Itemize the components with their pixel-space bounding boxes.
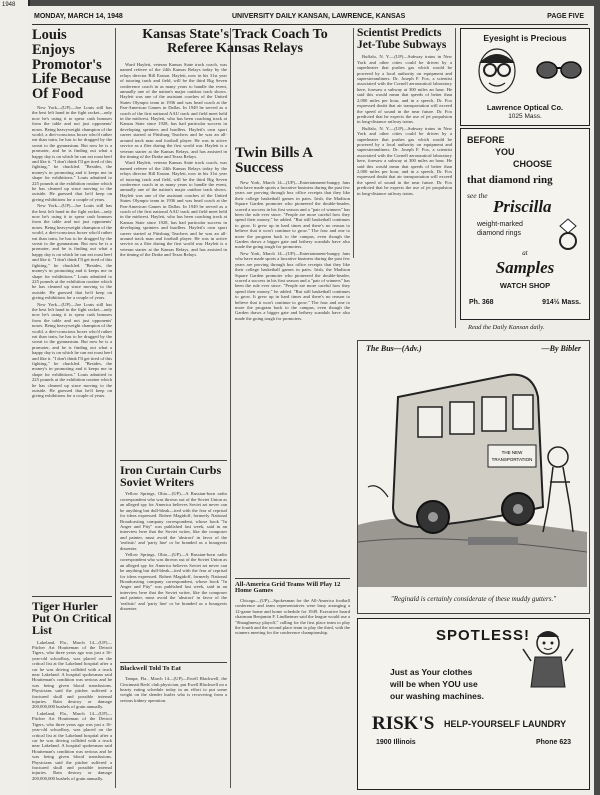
kstate-article-body <box>120 62 227 457</box>
twin-bills-headline: Twin Bills A Success <box>235 146 313 177</box>
column-3 <box>235 146 350 791</box>
priscilla-store-name: Samples <box>495 258 555 277</box>
column-rule <box>455 28 456 328</box>
column-4 <box>357 28 452 238</box>
column-2 <box>120 62 227 792</box>
priscilla-desc-2: diamond rings <box>477 230 521 237</box>
louis-article-text-cont: New York—(UP)—Joe Louis still has the best left hand in the fight racket—only now he's using it to spear cash bonuses from the table and not just opponents' noses. Being heavyweight champion of the world, a diet-conscious boxer who'd rather eat than train, he has to be dragged by the sweat to the gymnasium. But now he is a promoter, and he is finding out what a happy day is on which he can eat roast beef and like it. "I don't think I'll get tired of this fighting," he chuckled. "Besides, the money's in promoting and it keeps me in shape for exhibitions." Louis admitted to 225 pounds at the exhibition routine which he has cleaned up since moving to the outside. He guessed that he'd keep on giving exhibitions for a couple of years. <box>32 203 112 301</box>
tiger-article-text: Lakeland, Fla., March 14—(UP)—Pitcher Art Houtteman of the Detroit Tigers, who three years ago was just a 16-year-old schoolboy, was placed on the critical list at the Lakeland hospital after a car he was driving collided with a truck near Lakeland. A hospital spokesman said Houtteman's condition was serious and he was being given blood transfusions. Physicians said the pitcher suffered a fractured skull and possible internal injuries. Rain destroy or damage 200,000,000 bushels of grain annually. <box>32 639 112 710</box>
risks-tagline: HELP-YOURSELF LAUNDRY <box>444 719 567 729</box>
scientist-article-text: Buffalo, N. Y.—(UP)—Subway trains in New York and other cities could be driven by a superheater that pushes gas which would be powered by a local authority on equipment and superstreamliners. Dr. Joseph F. Fox, a scientist associated with the Cornell aeronautical laboratory here, foresaw a subway at 300 miles an hour. He said this would mean that speeds of better than 2,000 miles per hour, and in a speech, Dr. Fox expressed doubt that air transportation will exceed the speed of sound in the near future. Dr. Fox predicted that he expects the use of jet propulsion in long-distance railway trains. <box>357 54 452 125</box>
previous-page-edge <box>0 0 30 795</box>
priscilla-ad <box>460 128 590 320</box>
man-with-glasses-illustration <box>467 45 527 97</box>
bus-sign-text: THE NEW <box>501 450 523 455</box>
priscilla-you: YOU <box>495 147 515 157</box>
all-america-article-text: Chicago—(UP)—Spokesman for the All-America football conference and team representatives were busy arranging a 12-game home and home schedule for 1949. Executive board chairman Benjamin F. Lindheimer said the league would use a "Shaughnessy playoff," calling for the first place team to play the fourth and the second place team to play the third, with the winners meeting for the conference championship. <box>235 598 350 636</box>
column-1 <box>32 28 112 790</box>
previous-page-year: 1948 <box>2 2 16 8</box>
risks-address: 1900 Illinois <box>376 739 416 746</box>
priscilla-at: at <box>522 249 528 257</box>
tiger-headline: Tiger Hurler Put On Critical List <box>32 598 112 638</box>
risks-laundry-ad <box>357 618 590 790</box>
iron-curtain-article-text-cont: Yellow Springs, Ohio—(UP)—A Russian-born radio correspondent who was thrown out of the Soviet Union as an alleged spy for America believes Soviet art never can be anything but dull-bleak—tied with the fear of reprisal for ideas expressed. Robert Magidoff, formerly National Broadcasting company correspondent, whose book "In Anger and Pity" was published last week, said in an interview here that the Soviet writer, like the composer and painter, must avoid the 'abstract' in favor of the 'realistic' and 'party line' or be branded as a bourgeois dissenter. <box>120 551 227 611</box>
risks-headline: SPOTLESS! <box>436 627 531 644</box>
kstate-headline: Kansas State's Track Coach To Referee Kansas Relays <box>142 28 328 57</box>
eyesight-ad-title: Eyesight is Precious <box>483 33 567 43</box>
priscilla-phone: Ph. 368 <box>469 299 494 306</box>
twin-bills-article-text: New York, March 14—(UP)—Entertainment-hungry fans who have made sports a lucrative business during the past few years are proving through box office receipts that they like their college basketball games in pairs. Irish, the Madison Square Garden promoter who pioneered the double-header, scored a success in his first season and a "pair of winners" has been the rule ever since. "People are more careful how they spend their money," he added. "But still basketball continues to grow. It grew up in hard times and there's no reason to believe that it won't continue to grow." The four and one to more the program back to the campus, even though the Garden draws a bigger gate and bribery scandals have also made the going tough for promoters. <box>235 179 350 250</box>
column-rule <box>115 28 116 788</box>
iron-curtain-article-body <box>120 491 227 659</box>
scientist-article-text-cont: Buffalo, N. Y.—(UP)—Subway trains in New York and other cities could be driven by a superheater that pushes gas which would be powered by a local authority on equipment and superstreamliners. Dr. Joseph F. Fox, a scientist associated with the Cornell aeronautical laboratory here, foresaw a subway at 300 miles an hour. He said this would mean that speeds of better than 2,000 miles per hour, and in a speech, Dr. Fox expressed doubt that air transportation will exceed the speed of sound in the near future. Dr. Fox predicted that he expects the use of jet propulsion in long-distance railway trains. <box>357 125 452 196</box>
all-america-article-body <box>235 598 350 698</box>
newspaper-page <box>28 6 594 795</box>
header-masthead: UNIVERSITY DAILY KANSAN, LAWRENCE, KANSAS <box>232 13 406 20</box>
bus-cartoon <box>357 340 590 614</box>
louis-article-body <box>32 105 112 592</box>
tiger-article <box>32 596 112 790</box>
iron-curtain-article <box>120 460 227 659</box>
bus-cartoon-illustration <box>358 357 587 587</box>
column-rule <box>230 28 231 788</box>
cartoon-title: The Bus—(Adv.) <box>366 344 422 353</box>
priscilla-desc-1: weight-marked <box>477 221 523 228</box>
page-header <box>32 10 588 25</box>
priscilla-choose: CHOOSE <box>513 159 553 169</box>
priscilla-address: 914½ Mass. <box>542 299 581 306</box>
louis-headline: Louis Enjoys Promotor's Life Because Of Food <box>32 28 111 103</box>
cartoon-caption: "Reginald is certainly considerate of these muddy gutters." <box>390 595 557 603</box>
iron-curtain-article-text: Yellow Springs, Ohio—(UP)—A Russian-born radio correspondent who was thrown out of the Soviet Union as an alleged spy for America believes Soviet art never can be anything but dull-bleak—tied with the fear of reprisal for ideas expressed. Robert Magidoff, formerly National Broadcasting company correspondent, whose book "In Anger and Pity" was published last week, said in an interview here that the Soviet writer, like the composer and painter, must avoid the 'abstract' in favor of the 'realistic' and 'party line' or be branded as a bourgeois dissenter. <box>120 491 227 551</box>
blackwell-article-text: Tampa, Fla., March 14—(UP)—Ewell Blackwell, the Cincinnati Reds' club physician, put Ewell Blackwell on a hearty eating schedule today in an effort to put some weight on the slender hurler who is recovering from a serious kidney operation. <box>120 676 227 703</box>
louis-article-text: New York—(UP)—Joe Louis still has the best left hand in the fight racket—only now he's using it to spear cash bonuses from the table and not just opponents' noses. Being heavyweight champion of the world, a diet-conscious boxer who'd rather eat than train, he has to be dragged by the sweat to the gymnasium. But now he is a promoter, and he is finding out what a happy day is on which he can eat roast beef and like it. "I don't think I'll get tired of this fighting," he chuckled. "Besides, the money's in promoting and it keeps me in shape for exhibitions." Louis admitted to 225 pounds at the exhibition routine which he has cleaned up since moving to the outside. He guessed that he'd keep on giving exhibitions for a couple of years. <box>32 104 112 202</box>
cartoon-byline: —By Bibler <box>541 344 581 353</box>
twin-bills-article-text-cont: New York, March 14—(UP)—Entertainment-hungry fans who have made sports a lucrative business during the past few years are proving through box office receipts that they like their college basketball games in pairs. Irish, the Madison Square Garden promoter who pioneered the double-header, scored a success in his first season and a "pair of winners" has been the rule ever since. "People are more careful how they spend their money," he added. "But still basketball continues to grow. It grew up in hard times and there's no reason to believe that it won't continue to grow." The four and one to more the program back to the campus, even though the Garden draws a bigger gate and bribery scandals have also made the going tough for promoters. <box>235 250 350 321</box>
priscilla-see-the: see the <box>467 191 488 200</box>
header-page-number: PAGE FIVE <box>547 13 584 20</box>
all-america-article <box>235 578 350 698</box>
tiger-article-body <box>32 640 112 790</box>
scientist-article-body <box>357 54 452 238</box>
priscilla-name: Priscilla <box>493 197 552 216</box>
blackwell-headline: Blackwell Told To Eat <box>120 665 181 673</box>
eyesight-ad <box>460 28 590 126</box>
blackwell-article-body <box>120 676 227 746</box>
blackwell-article <box>120 662 227 746</box>
kstate-article-text-cont: Ward Haylett, veteran Kansas State track coach, was named referee of the 24th Kansas Relays today by the relays director Bill Easton. Haylett, now in his 31st year of tutoring track and field, will be the third Big Seven conference coach in as many years to handle the event, annually one of the nation's major outdoor track shows. Haylett was one of the assistant coaches of the United States Olympic team in 1936 and was head coach at the Pan-American Games in Dallas. In 1949 he served as a coach of the first national AAU track and field meet held in the midwest. Haylett, who has been coaching track at Kansas State since 1928, has had particular success in developing sprinters and hurdlers. Haylett's own sport career started at Pittsburg Teachers and he was an all-around track man and football player. He was in active service as a flier during the first world war. Haylett is a veteran starter at the Kansas Relays, and has assisted in the timing of the Drake and Texas Relays. <box>120 160 227 258</box>
priscilla-before: BEFORE <box>467 135 505 145</box>
read-kansan-line: Read the Daily Kansan daily. <box>468 324 545 331</box>
tiger-article-text-cont: Lakeland, Fla., March 14—(UP)—Pitcher Art Houtteman of the Detroit Tigers, who three years ago was just a 16-year-old schoolboy, was placed on the critical list at the Lakeland hospital after a car he was driving collided with a truck near Lakeland. A hospital spokesman said Houtteman's condition was serious and he was being given blood transfusions. Physicians said the pitcher suffered a fractured skull and possible internal injuries. Rain destroy or damage 200,000,000 bushels of grain annually. <box>32 710 112 781</box>
eyesight-ad-address: 1025 Mass. <box>508 113 542 120</box>
priscilla-watch-shop: WATCH SHOP <box>499 281 551 290</box>
priscilla-diamond-line: that diamond ring <box>467 174 553 186</box>
risks-name: RISK'S <box>372 713 435 734</box>
twin-bills-article-body <box>235 180 350 575</box>
diamond-ring-icon <box>555 217 581 251</box>
eyesight-ad-company: Lawrence Optical Co. <box>486 103 564 112</box>
louis-article-text-cont2: New York—(UP)—Joe Louis still has the best left hand in the fight racket—only now he's using it to spear cash bonuses from the table and not just opponents' noses. Being heavyweight champion of the world, a diet-conscious boxer who'd rather eat than train, he has to be dragged by the sweat to the gymnasium. But now he is a promoter, and he is finding out what a happy day is on which he can eat roast beef and like it. "I don't think I'll get tired of this fighting," he chuckled. "Besides, the money's in promoting and it keeps me in shape for exhibitions." Louis admitted to 225 pounds at the exhibition routine which he has cleaned up since moving to the outside. He guessed that he'd keep on giving exhibitions for a couple of years. <box>32 301 112 399</box>
header-date: MONDAY, MARCH 14, 1948 <box>34 13 123 20</box>
iron-curtain-headline: Iron Curtain Curbs Soviet Writers <box>120 463 222 490</box>
girl-with-laundry-illustration <box>521 627 575 697</box>
risks-line-2: will be when YOU use <box>390 679 478 689</box>
all-america-headline: All-America Grid Teams Will Play 12 Home Games <box>235 580 341 595</box>
kstate-article-text: Ward Haylett, veteran Kansas State track coach, was named referee of the 24th Kansas Relays today by the relays director Bill Easton. Haylett, now in his 31st year of tutoring track and field, will be the third Big Seven conference coach in as many years to handle the event, annually one of the nation's major outdoor track shows. Haylett was one of the assistant coaches of the United States Olympic team in 1936 and was head coach at the Pan-American Games in Dallas. In 1949 he served as a coach of the first national AAU track and field meet held in the midwest. Haylett, who has been coaching track at Kansas State since 1928, has had particular success in developing sprinters and hurdlers. Haylett's own sport career started at Pittsburg Teachers and he was an all-around track man and football player. He was in active service as a flier during the first world war. Haylett is a veteran starter at the Kansas Relays, and has assisted in the timing of the Drake and Texas Relays. <box>120 62 227 159</box>
svg-text:TRANSPORTATION: TRANSPORTATION <box>491 457 533 462</box>
scientist-headline: Scientist Predicts Jet-Tube Subways <box>357 28 447 51</box>
column-rule <box>353 28 354 258</box>
risks-line-3: our washing machines. <box>390 691 484 701</box>
risks-phone: Phone 623 <box>535 739 571 746</box>
eyeglasses-icon <box>535 59 583 81</box>
risks-line-1: Just as Your clothes <box>390 667 473 677</box>
